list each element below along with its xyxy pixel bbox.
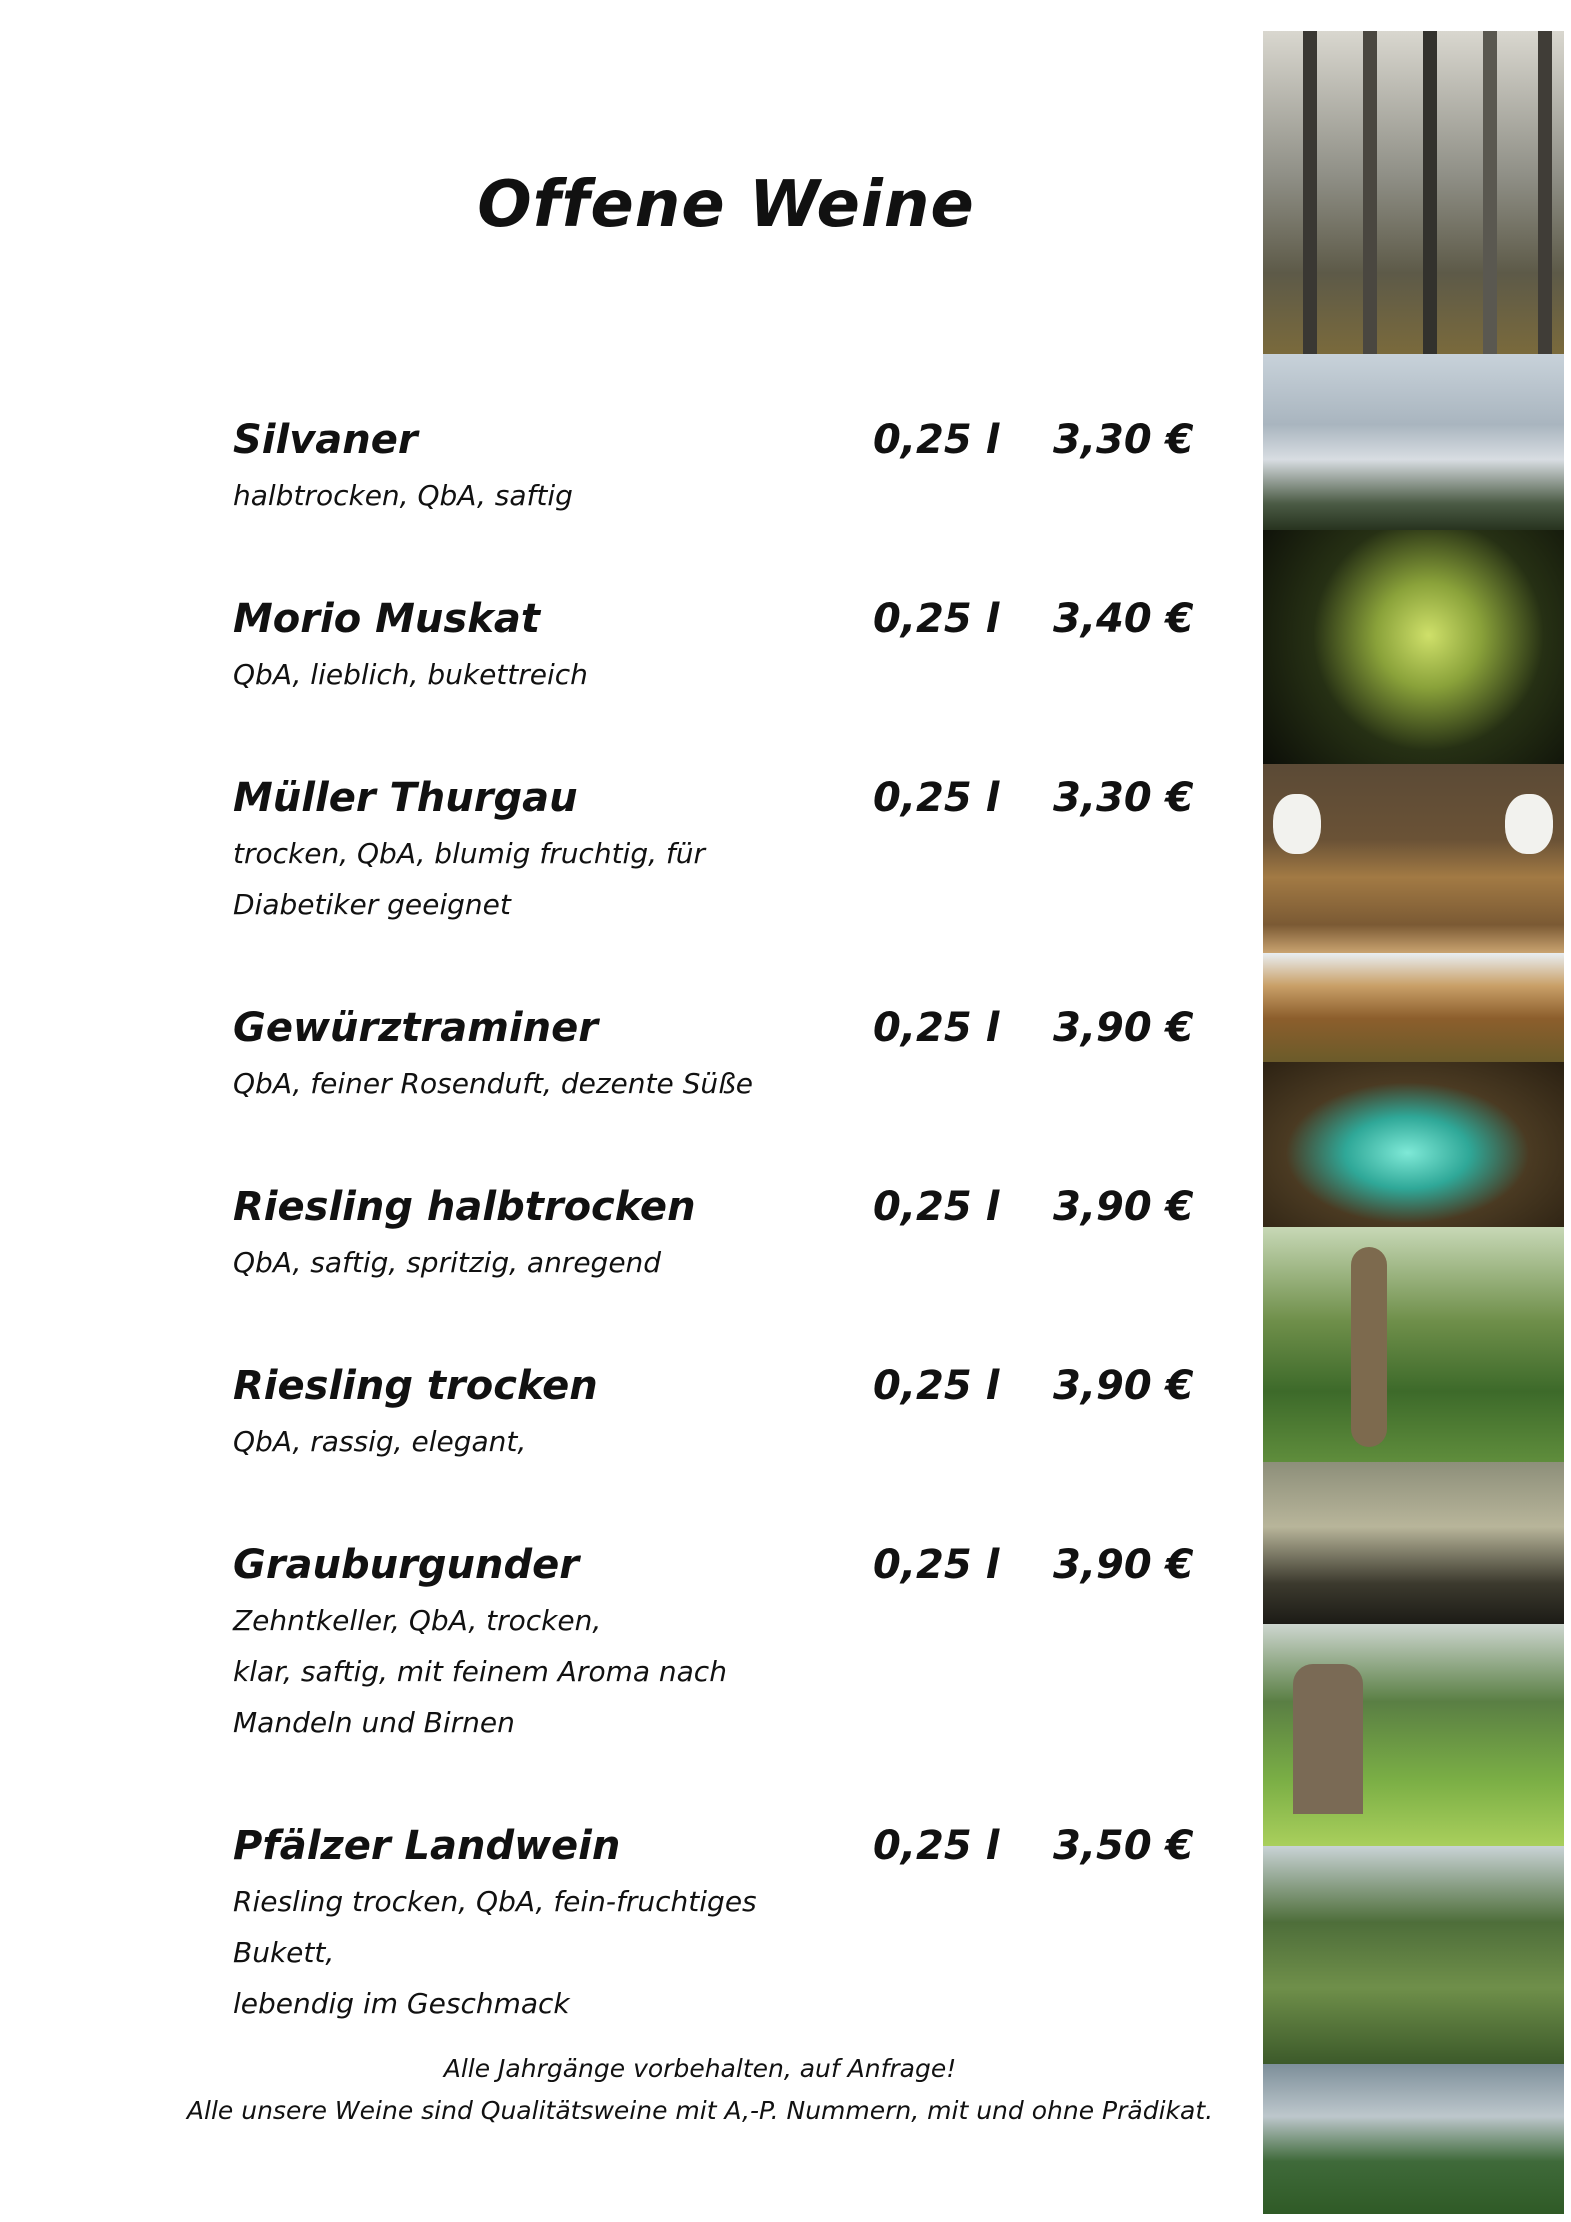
wine-item	[233, 1356, 1233, 1467]
forest-fog-photo	[1263, 31, 1564, 354]
wine-volume: 0,25 l	[873, 775, 1000, 821]
wine-volume: 0,25 l	[873, 596, 1000, 642]
wine-description: Zehntkeller, QbA, trocken,	[233, 1604, 602, 1637]
wine-name: Pfälzer Landwein	[233, 1823, 621, 1869]
spider-web-photo	[1263, 2064, 1564, 2214]
wine-description: halbtrocken, QbA, saftig	[233, 479, 573, 512]
wine-name: Silvaner	[233, 417, 418, 463]
wine-volume: 0,25 l	[873, 1184, 1000, 1230]
fern-photo	[1263, 530, 1564, 764]
wine-item	[233, 1535, 1233, 1748]
wine-name: Grauburgunder	[233, 1542, 579, 1588]
wine-description: Bukett,	[233, 1936, 335, 1969]
wine-name: Müller Thurgau	[233, 775, 578, 821]
footer-notes	[0, 2048, 1400, 2132]
wood-carving-forest-photo	[1263, 1227, 1564, 1462]
wine-name: Riesling halbtrocken	[233, 1184, 696, 1230]
wine-description: Riesling trocken, QbA, fein-fruchtiges	[233, 1885, 757, 1918]
footer-line-quality: Alle unsere Weine sind Qualitätsweine mit A,-P. Nummern, mit und ohne Prädikat.	[186, 2096, 1214, 2125]
wine-price: 3,50 €	[1053, 1823, 1194, 1869]
wine-volume: 0,25 l	[873, 1005, 1000, 1051]
wine-price: 3,90 €	[1053, 1005, 1194, 1051]
wine-item	[233, 589, 1233, 700]
wine-description: trocken, QbA, blumig fruchtig, für	[233, 837, 706, 870]
wine-description: lebendig im Geschmack	[233, 1987, 570, 2020]
wine-volume: 0,25 l	[873, 1542, 1000, 1588]
wine-item	[233, 768, 1233, 930]
village-church-photo	[1263, 1846, 1564, 2064]
wine-name: Riesling trocken	[233, 1363, 598, 1409]
stone-meadow-photo	[1263, 1624, 1564, 1846]
wine-description: QbA, feiner Rosenduft, dezente Süße	[233, 1067, 753, 1100]
wine-item	[233, 410, 1233, 521]
wine-item	[233, 1816, 1233, 2029]
autumn-hill-photo	[1263, 953, 1564, 1062]
tree-silhouette-photo	[1263, 1462, 1564, 1624]
green-crystal-photo	[1263, 1062, 1564, 1227]
wine-description: QbA, lieblich, bukettreich	[233, 658, 588, 691]
wine-description: klar, saftig, mit feinem Aroma nach	[233, 1655, 727, 1688]
wine-description: Mandeln und Birnen	[233, 1706, 515, 1739]
wine-description: Diabetiker geeignet	[233, 888, 511, 921]
wine-price: 3,30 €	[1053, 417, 1194, 463]
wine-list	[233, 410, 1233, 2029]
wine-price: 3,90 €	[1053, 1184, 1194, 1230]
wine-name: Gewürztraminer	[233, 1005, 598, 1051]
wine-description: QbA, saftig, spritzig, anregend	[233, 1246, 662, 1279]
wine-volume: 0,25 l	[873, 417, 1000, 463]
wine-volume: 0,25 l	[873, 1363, 1000, 1409]
wine-volume: 0,25 l	[873, 1823, 1000, 1869]
photo-strip	[1263, 31, 1564, 2214]
wine-item	[233, 1177, 1233, 1288]
wine-price: 3,90 €	[1053, 1542, 1194, 1588]
wine-name: Morio Muskat	[233, 596, 540, 642]
wine-price: 3,40 €	[1053, 596, 1194, 642]
misty-valley-photo	[1263, 354, 1564, 530]
wine-price: 3,30 €	[1053, 775, 1194, 821]
page-title: Offene Weine	[477, 168, 975, 242]
wine-item	[233, 998, 1233, 1109]
footer-line-vintages: Alle Jahrgänge vorbehalten, auf Anfrage!	[443, 2054, 957, 2083]
wine-description: QbA, rassig, elegant,	[233, 1425, 527, 1458]
wine-price: 3,90 €	[1053, 1363, 1194, 1409]
cow-figures-fence-photo	[1263, 764, 1564, 953]
